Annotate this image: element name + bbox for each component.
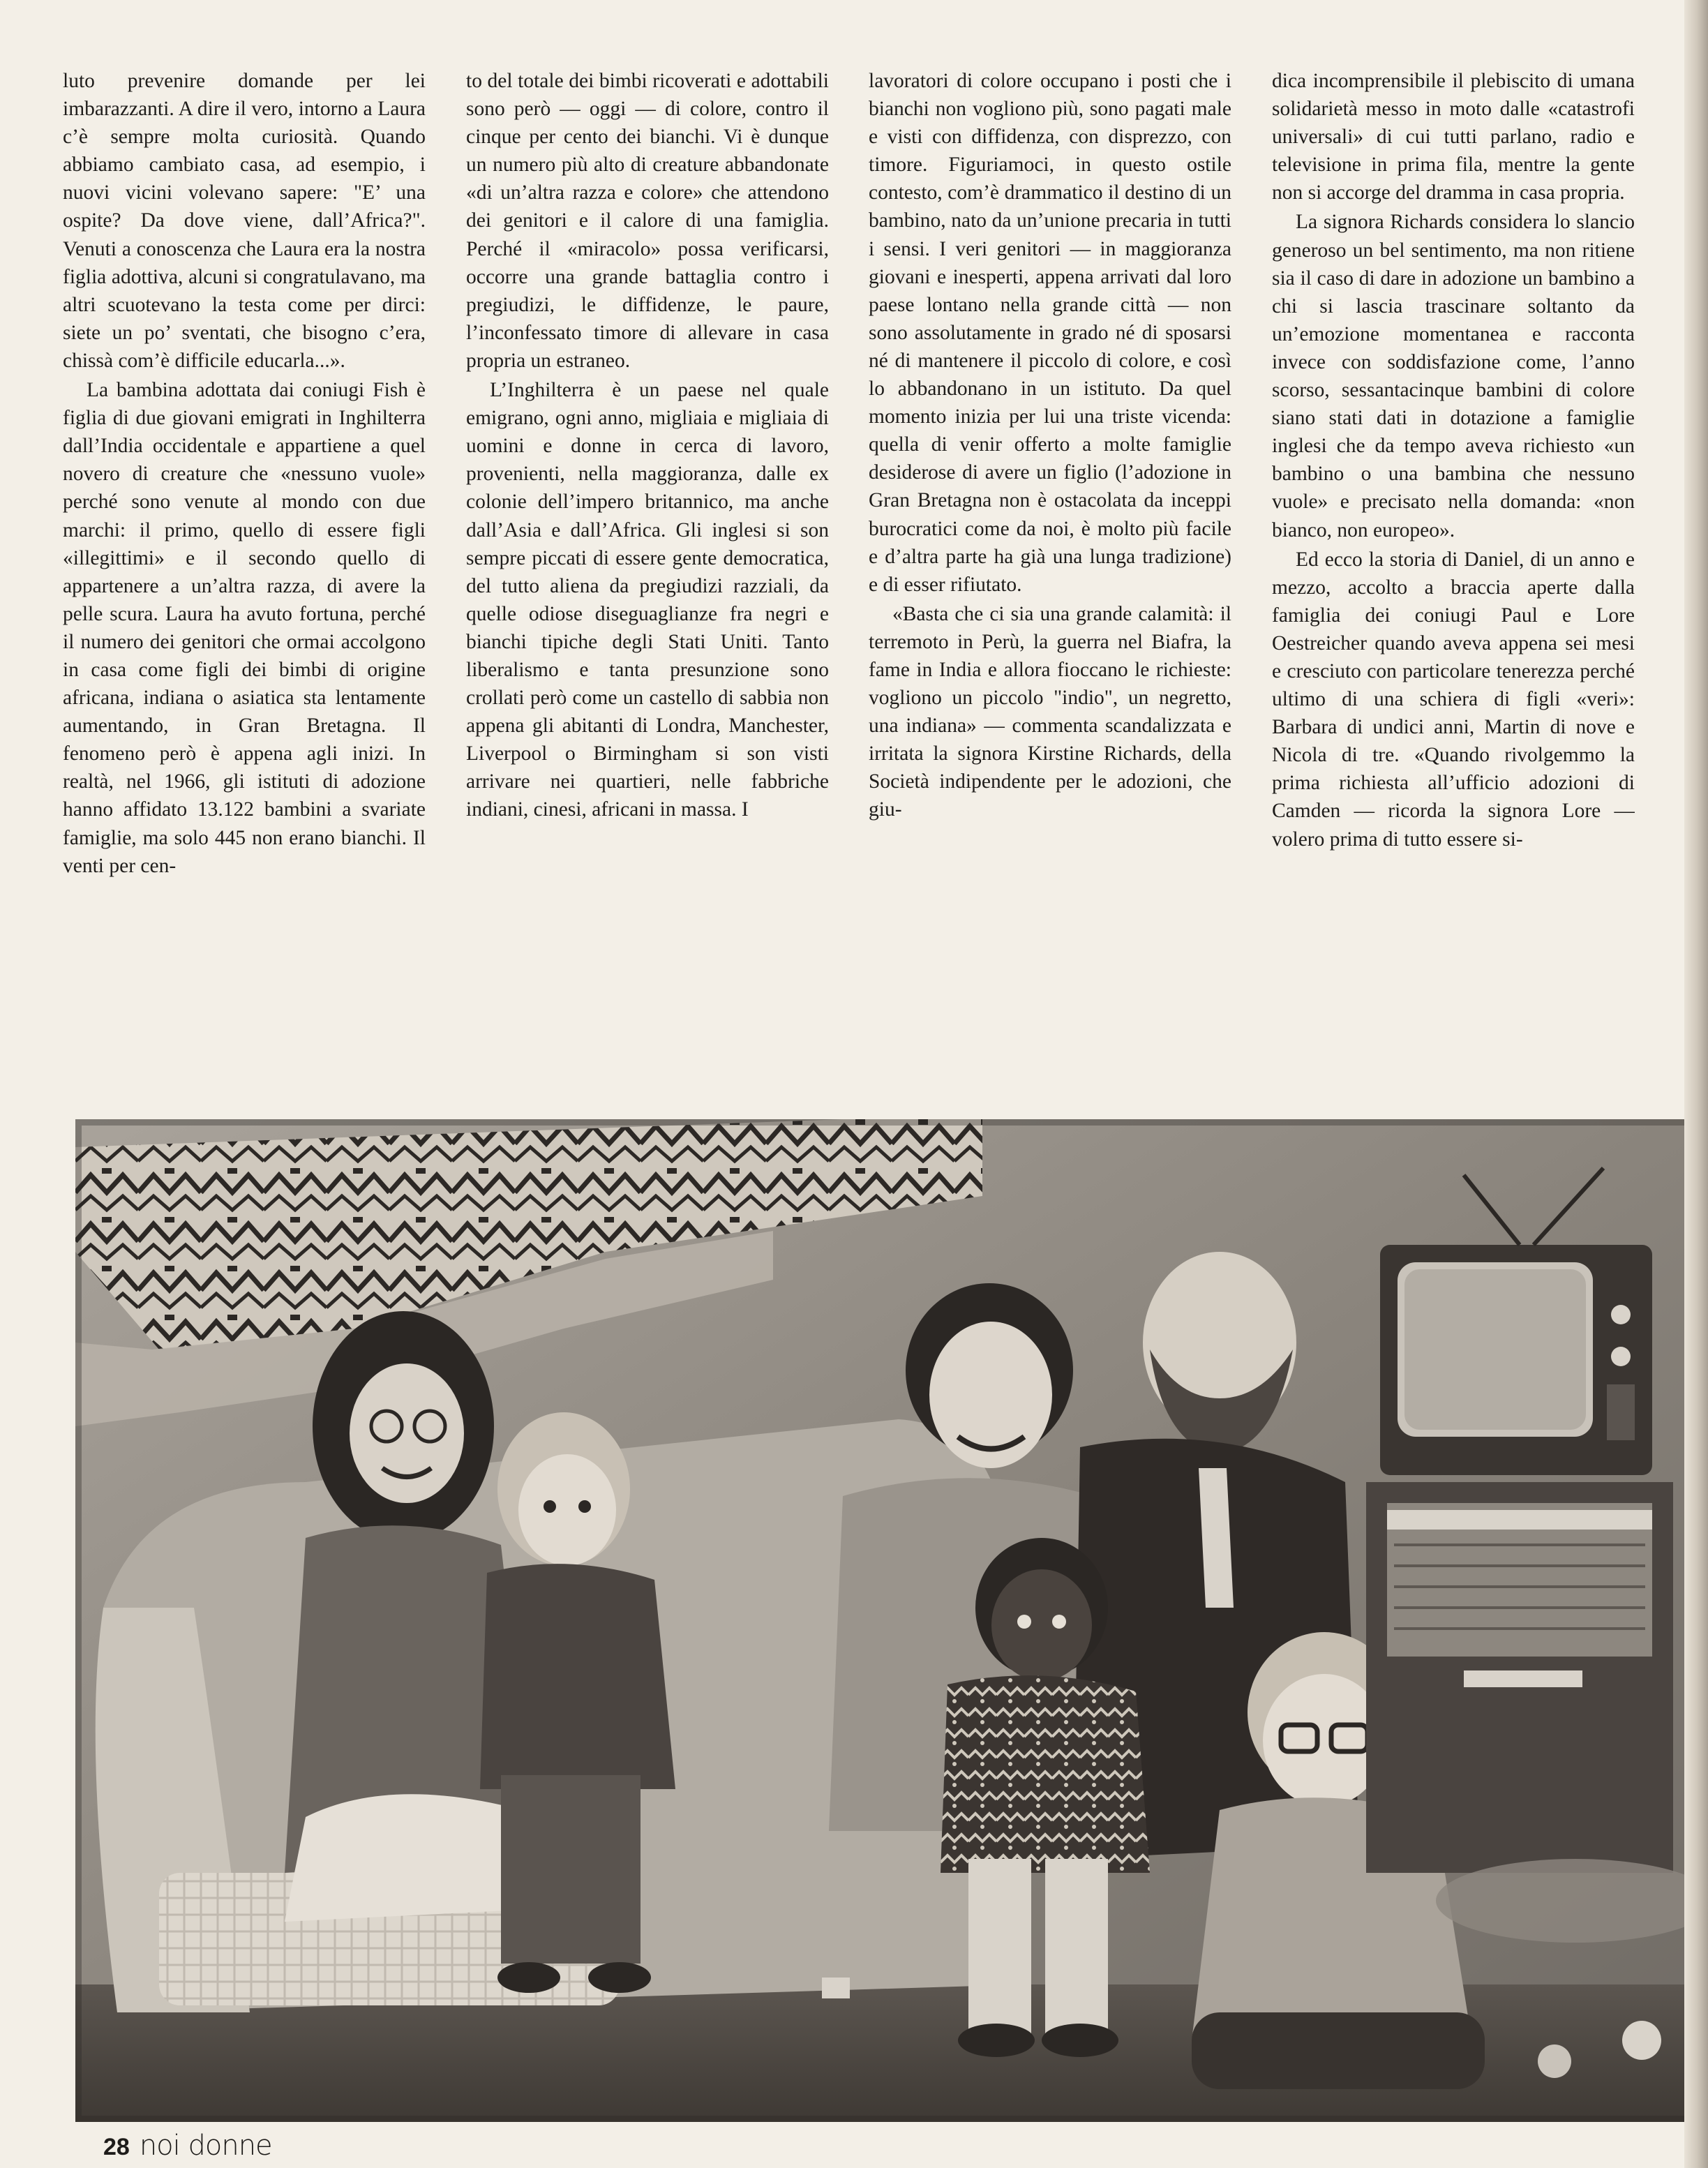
article-paragraph: dica incomprensibile il plebiscito di umana solidarietà messo in moto dalle «catastrofi universali» di cui tutti parlano, radio e televisione in prima fila, mentre la gente non si accorge del dramma in casa propria. [1272,70,1635,204]
article-column-4 [1272,67,1635,1068]
article-paragraph: lavoratori di colore occupano i posti che i bianchi non vogliono più, sono pagati male e visti con diffidenza, con disprezzo, con timore. Figuriamoci, in questo ostile contesto, com’è drammatico il destino di un bambino, nato da un’unione precaria in tutti i sensi. I veri genitori — in maggioranza giovani e inesperti, appena arrivati dal loro paese lontano nella grande città — non sono assolutamente in grado né di sposarsi né di mantenere il piccolo di colore, e così lo abbandonano in un istituto. Da quel momento inizia per lui una triste vicenda: quella di venir offerto a molte famiglie desiderose di avere un figlio (l’adozione in Gran Bretagna non è ostacolata da inceppi burocratici come da noi, è molto più facile e d’altra parte ha già una lunga tradizione) e di esser rifiutato. [869,70,1231,596]
article-paragraph: L’Inghilterra è un paese nel quale emigrano, ogni anno, migliaia e migliaia di uomini e donne in cerca di lavoro, provenienti, nella maggioranza, dalle ex colonie dell’impero britannico, ma anche dall’Asia e dall’Africa. Gli inglesi si son sempre piccati di essere gente democratica, del tutto aliena da pregiudizi razziali, da quelle odiose diseguaglianze fra negri e bianchi tipiche degli Stati Uniti. Tanto liberalismo e tanta presunzione sono crollati però come un castello di sabbia non appena gli abitanti di Londra, Manchester, Liverpool o Birmingham si son visti arrivare nei quartieri, nelle fabbriche indiani, cinesi, africani in massa. I [466,379,829,821]
blond-child-body [480,1564,675,1789]
page-footer [103,2130,272,2161]
article-paragraph: La bambina adottata dai coniugi Fish è figlia di due giovani emigrati in Inghilterra dall’India occidentale e appartiene a quel novero di creature che «nessuno vuole» perché sono venute al mondo con due marchi: il primo, quello di essere figli «illegittimi» e il secondo quello di appartenere a un’altra razza, di avere la pelle scura. Laura ha avuto fortuna, perché il numero dei genitori che ormai accolgono in casa come figli dei bimbi di origine africana, indiana o asiatica sta lentamente aumentando, in Gran Bretagna. Il fenomeno però è appena agli inizi. In realtà, nel 1966, gli istituti di adozione hanno affidato 13.122 bambini a svariate famiglie, ma solo 445 non erano bianchi. Il venti per cen- [63,379,426,877]
small-toy [822,1978,850,1998]
article-column-3 [869,67,1231,1068]
blond-child-face [518,1454,616,1566]
article-columns [63,67,1640,1068]
article-paragraph: Ed ecco la storia di Daniel, di un anno e mezzo, accolto a braccia aperte dalla famiglia dei coniugi Paul e Lore Oestreicher quando aveva appena sei mesi e cresciuto con particolare tenerezza perché ultimo di una schiera di figli «veri»: Barbara di undici anni, Martin di nove e Nicola di tre. «Quando rivolgemmo la prima richiesta all’ufficio adozioni di Camden — ricorda la signora Lore — volero prima di tutto essere si- [1272,548,1635,851]
family-photograph-illustration [75,1119,1691,2122]
page-number: 28 [103,2134,130,2160]
article-column-1 [63,67,426,1068]
article-column-2 [466,67,829,1068]
family-photograph [75,1119,1691,2122]
woman-left-face [350,1363,464,1503]
toddler-sweater [941,1675,1150,1873]
article-paragraph: «Basta che ci sia una grande calamità: il terremoto in Perù, la guerra nel Biafra, la fame in India e allora fioccano le richieste: vogliono un piccolo "indio", un negretto, una indiana» — commenta scandalizzata e irritata la signora Kirstine Richards, della Società indipendente per le adozioni, che giu- [869,602,1231,821]
page-binding-shadow [1684,0,1708,2168]
radio-dial [1387,1510,1652,1530]
magazine-name: noi donne [139,2130,272,2162]
article-paragraph: to del totale dei bimbi ricoverati e adottabili sono però — oggi — di colore, contro il cinque per cento dei bianchi. Vi è dunque un numero più alto di creature abbandonate «di un’altra razza e colore» che attendono dei genitori e il calore di una famiglia. Perché il «miracolo» possa verificarsi, occorre una grande battaglia contro i pregiudizi, le diffidenze, le paure, l’inconfessato timore di allevare in casa propria un estraneo. [466,70,829,372]
toy-wheel [1622,2021,1661,2060]
article-paragraph: luto prevenire domande per lei imbarazzanti. A dire il vero, intorno a Laura c’è sempre molta curiosità. Quando abbiamo cambiato casa, ad esempio, i nuovi vicini volevano sapere: "E’ una ospite? Da dove viene, dall’Africa?". Venuti a conoscenza che Laura era la nostra figlia adottiva, alcuni si congratulavano, ma altri scuotevano la testa come per dirci: siete un po’ sventati, che bisogno c’era, chissà com’è difficile educarla...». [63,70,426,372]
article-paragraph: La signora Richards considera lo slancio generoso un bel sentimento, ma non ritiene sia il caso di dare in adozione un bambino a chi si lascia trascinare soltanto da un’emozione momentanea e racconta invece con soddisfazione come, l’anno scorso, sessantacinque bambini di colore siano stati dati in dotazione a famiglie inglesi che da tempo aveva richiesto «un bambino o una bambina che nessuno vuole» e precisato nella domanda: «non bianco, non europeo». [1272,211,1635,541]
